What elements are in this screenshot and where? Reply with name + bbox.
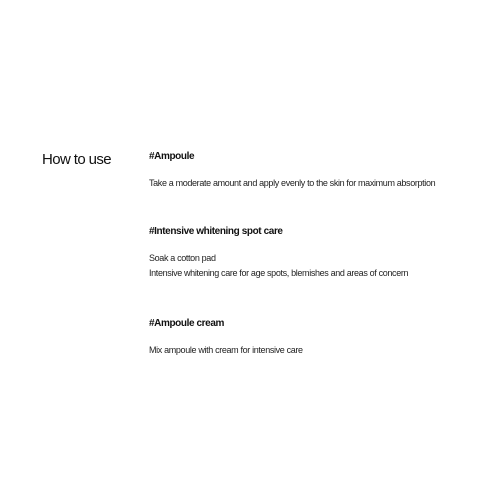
step-text: Take a moderate amount and apply evenly to the skin for maximum absorption: [149, 178, 436, 188]
step-text: Soak a cotton pad: [149, 253, 216, 263]
step-body: [149, 343, 303, 358]
step-text: Intensive whitening care for age spots, blemishes and areas of concern: [149, 267, 409, 278]
step-body: [149, 176, 435, 191]
step-heading: #Ampoule: [149, 151, 195, 162]
step-body: [149, 251, 408, 280]
step-ampoule-cream: [149, 317, 303, 358]
step-heading: #Intensive whitening spot care: [149, 226, 283, 237]
step-text: Mix ampoule with cream for intensive care: [149, 345, 303, 355]
step-intensive-whitening-spot-care: [149, 225, 408, 280]
section-title: How to use: [42, 151, 112, 168]
step-heading: #Ampoule cream: [149, 318, 224, 329]
step-ampoule: [149, 150, 435, 191]
